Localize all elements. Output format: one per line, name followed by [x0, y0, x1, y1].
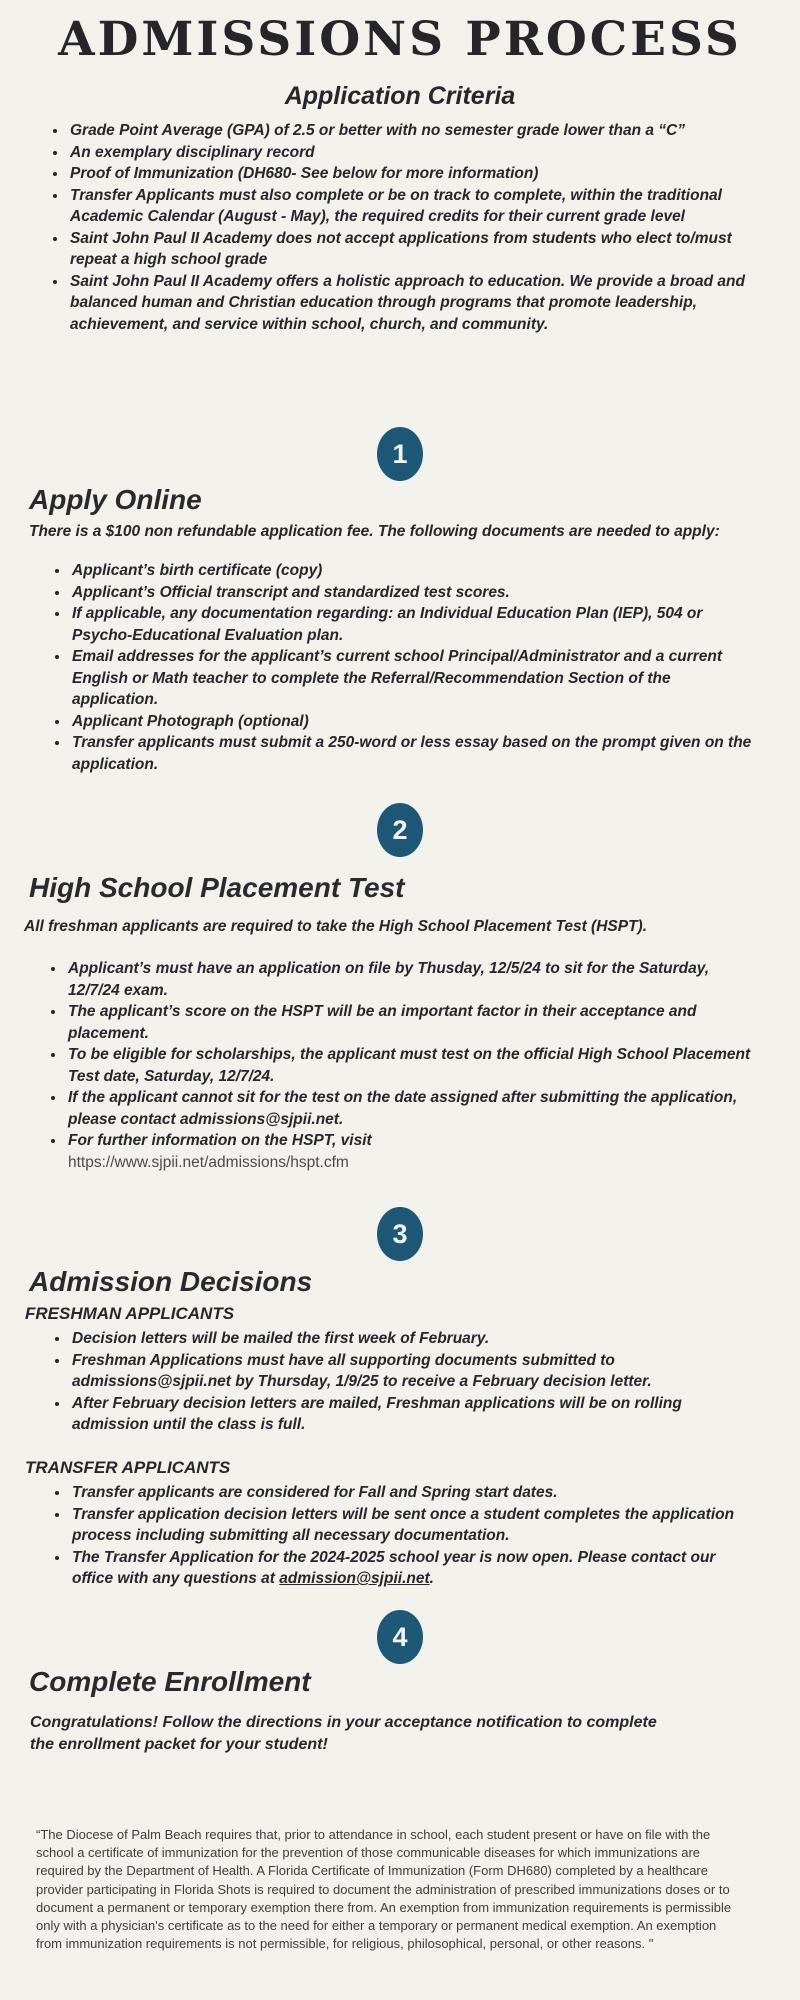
- step-3-heading: Admission Decisions: [29, 1266, 313, 1297]
- list-item: • To be eligible for scholarships, the applicant must test on the official High School Placement Test date, Saturday, 12/7/24.: [66, 1044, 760, 1087]
- hspt-link[interactable]: https://www.sjpii.net/admissions/hspt.cfm: [68, 1153, 349, 1171]
- list-item: • Transfer applicants must submit a 250-word or less essay based on the prompt given on the application.: [70, 732, 760, 775]
- list-item: • The applicant’s score on the HSPT will be an important factor in their acceptance and placement.: [66, 1001, 760, 1044]
- criteria-item: • Saint John Paul II Academy does not accept applications from students who elect to/must repeat a high school grade: [68, 228, 762, 271]
- step-2-badge: [377, 803, 423, 857]
- step-1-list: [48, 560, 760, 775]
- step-1-intro: There is a $100 non refundable application fee. The following documents are needed to apply:: [29, 523, 720, 540]
- transfer-open-text: The Transfer Application for the 2024-2025 school year is now open. Please contact our office with any questions at: [72, 1548, 716, 1587]
- criteria-item: • Transfer Applicants must also complete or be on track to complete, within the traditional Academic Calendar (August - May), the required credits for their current grade level: [68, 185, 762, 228]
- criteria-item: • An exemplary disciplinary record: [68, 142, 762, 164]
- list-item: • Decision letters will be mailed the first week of February.: [70, 1328, 760, 1350]
- step-number: 2: [392, 814, 408, 845]
- list-item: • Applicant’s Official transcript and standardized test scores.: [70, 582, 760, 604]
- list-item: • If applicable, any documentation regarding: an Individual Education Plan (IEP), 504 or Psycho-Educational Evaluation plan.: [70, 603, 760, 646]
- step-1-heading: Apply Online: [29, 484, 202, 515]
- freshman-list: [48, 1328, 760, 1436]
- criteria-list: [46, 120, 762, 335]
- step-number: 1: [392, 438, 408, 469]
- transfer-applicants-label: TRANSFER APPLICANTS: [25, 1458, 231, 1477]
- step-number: 4: [392, 1621, 408, 1652]
- list-item: • Applicant Photograph (optional): [70, 711, 760, 733]
- step-2-list: [44, 958, 760, 1173]
- step-number: 3: [392, 1218, 408, 1249]
- freshman-applicants-label: FRESHMAN APPLICANTS: [25, 1304, 235, 1323]
- immunization-disclaimer: “The Diocese of Palm Beach requires that, prior to attendance in school, each student present or have on file with the school a certificate of immunization for the prevention of those communicable diseases for which immunizations are required by the Department of Health. A Florida Certificate of Immunization (Form DH680) completed by a healthcare provider participating in Florida Shots is required to document the administration of prescribed immunizations doses or to document a permanent or temporary exemption there from. An exemption from immunization requirements is permissible only with a physician's certificate as to the need for either a temporary or permanent medical exemption. An exemption from immunization requirements is not permissible, for religious, philosophical, personal, or other reasons. ": [36, 1827, 732, 1952]
- list-item: [66, 1130, 760, 1173]
- criteria-item: • Saint John Paul II Academy offers a holistic approach to education. We provide a broad and balanced human and Christian education through programs that promote leadership, achievement, and service within school, church, and community.: [68, 271, 762, 336]
- transfer-list: [48, 1482, 760, 1590]
- list-item: • If the applicant cannot sit for the test on the date assigned after submitting the application, please contact admissions@sjpii.net.: [66, 1087, 760, 1130]
- criteria-item: • Grade Point Average (GPA) of 2.5 or better with no semester grade lower than a “C”: [68, 120, 762, 142]
- admission-email-link[interactable]: admission@sjpii.net: [279, 1570, 430, 1587]
- list-item: • Freshman Applications must have all supporting documents submitted to admissions@sjpii.net by Thursday, 1/9/25 to receive a February decision letter.: [70, 1350, 760, 1393]
- step-3-badge: [377, 1207, 423, 1261]
- step-2-heading: High School Placement Test: [29, 872, 405, 903]
- step-4-heading: Complete Enrollment: [29, 1666, 311, 1697]
- step-1-badge: [377, 427, 423, 481]
- list-item: • After February decision letters are mailed, Freshman applications will be on rolling admission until the class is full.: [70, 1393, 760, 1436]
- step-4-badge: [377, 1610, 423, 1664]
- page-title: ADMISSIONS PROCESS: [58, 12, 742, 67]
- application-criteria-heading: Application Criteria: [284, 82, 516, 110]
- criteria-item: • Proof of Immunization (DH680- See below for more information): [68, 163, 762, 185]
- list-item: [70, 1547, 760, 1590]
- sentence-period: .: [429, 1570, 434, 1587]
- step-4-intro: Congratulations! Follow the directions in your acceptance notification to complete the enrollment packet for your student!: [30, 1714, 657, 1753]
- list-item: • Applicant’s must have an application on file by Thusday, 12/5/24 to sit for the Saturday, 12/7/24 exam.: [66, 958, 760, 1001]
- hspt-info-text: For further information on the HSPT, visit: [68, 1132, 372, 1149]
- list-item: • Transfer applicants are considered for Fall and Spring start dates.: [70, 1482, 760, 1504]
- step-2-intro: All freshman applicants are required to take the High School Placement Test (HSPT).: [24, 918, 648, 935]
- list-item: • Transfer application decision letters will be sent once a student completes the application process including submitting all necessary documentation.: [70, 1504, 760, 1547]
- list-item: • Email addresses for the applicant’s current school Principal/Administrator and a current English or Math teacher to complete the Referral/Recommendation Section of the application.: [70, 646, 760, 711]
- list-item: • Applicant’s birth certificate (copy): [70, 560, 760, 582]
